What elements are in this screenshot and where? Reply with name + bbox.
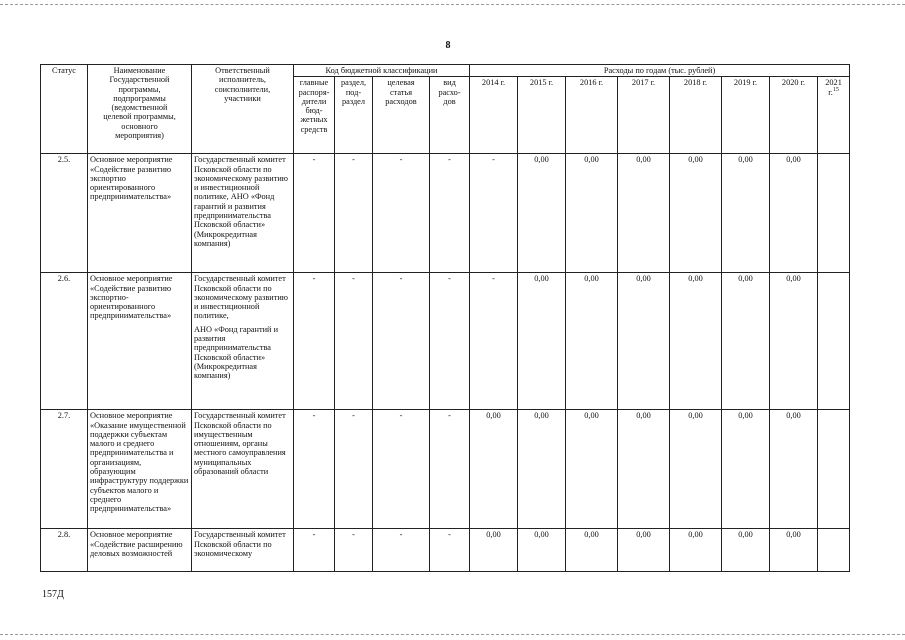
cell-value-2019: 0,00	[722, 273, 770, 410]
cell-value-2016: 0,00	[566, 529, 618, 572]
cell-code-main-managers: -	[294, 273, 335, 410]
cell-value-2021	[818, 529, 850, 572]
cell-value-2015: 0,00	[518, 410, 566, 529]
cell-value-2018: 0,00	[670, 273, 722, 410]
header-year-2014: 2014 г.	[470, 77, 518, 154]
header-code-expense-type: вид расхо- дов	[430, 77, 470, 154]
cell-status: 2.6.	[41, 273, 88, 410]
responsible-text: Государственный комитет Псковской области по экономическому развитию и инвестиционной политике, АНО «Фонд гарантий и развития предпринимательства Псковской области» (Микрокредитная компания)	[194, 155, 288, 248]
header-year-2021: 2021 г.$^{15}$	[818, 77, 850, 154]
cell-value-2021	[818, 410, 850, 529]
cell-code-expense-type: -	[430, 273, 470, 410]
cell-name: Основное мероприятие «Содействие расширению деловых возможностей	[88, 529, 192, 572]
cell-responsible	[192, 273, 294, 410]
cell-value-2014: 0,00	[470, 529, 518, 572]
cell-code-target-article: -	[373, 154, 430, 273]
cell-value-2021	[818, 154, 850, 273]
cell-code-section: -	[335, 154, 373, 273]
responsible-text: Государственный комитет Псковской области по экономическому	[194, 530, 286, 558]
cell-value-2017: 0,00	[618, 410, 670, 529]
cell-value-2014: -	[470, 154, 518, 273]
cell-value-2020: 0,00	[770, 410, 818, 529]
cell-code-target-article: -	[373, 273, 430, 410]
cell-value-2014: -	[470, 273, 518, 410]
cell-responsible	[192, 154, 294, 273]
cell-value-2018: 0,00	[670, 410, 722, 529]
header-responsible: Ответственный исполнитель, соисполнители, участники	[192, 65, 294, 154]
cell-code-main-managers: -	[294, 410, 335, 529]
cell-value-2019: 0,00	[722, 529, 770, 572]
scan-edge-bottom	[0, 634, 905, 635]
header-code-main-managers: главные распоря- дители бюд- жетных средств	[294, 77, 335, 154]
cell-status: 2.8.	[41, 529, 88, 572]
cell-code-main-managers: -	[294, 154, 335, 273]
cell-responsible	[192, 410, 294, 529]
cell-value-2015: 0,00	[518, 154, 566, 273]
cell-name: Основное мероприятие «Содействие развитию экспортно ориентированного предпринимательства»	[88, 154, 192, 273]
cell-value-2016: 0,00	[566, 410, 618, 529]
footnote-marker: 15	[832, 86, 839, 93]
cell-value-2020: 0,00	[770, 154, 818, 273]
responsible-text: Государственный комитет Псковской области по экономическому развитию и инвестиционной политике,	[194, 274, 288, 321]
cell-value-2020: 0,00	[770, 529, 818, 572]
cell-value-2017: 0,00	[618, 273, 670, 410]
cell-code-target-article: -	[373, 529, 430, 572]
page-number: 8	[445, 40, 451, 51]
responsible-text: Государственный комитет Псковской области по имущественным отношениям, органы местного самоуправления муниципальных образований области	[194, 411, 286, 477]
cell-value-2020: 0,00	[770, 273, 818, 410]
header-code-section: раздел, под- раздел	[335, 77, 373, 154]
header-year-2016: 2016 г.	[566, 77, 618, 154]
cell-status: 2.7.	[41, 410, 88, 529]
header-year-2020: 2020 г.	[770, 77, 818, 154]
table-row	[41, 529, 850, 572]
cell-status: 2.5.	[41, 154, 88, 273]
header-year-2018: 2018 г.	[670, 77, 722, 154]
header-year-2019: 2019 г.	[722, 77, 770, 154]
cell-value-2015: 0,00	[518, 273, 566, 410]
budget-table	[40, 64, 850, 572]
cell-value-2021	[818, 273, 850, 410]
cell-code-expense-type: -	[430, 154, 470, 273]
cell-code-target-article: -	[373, 410, 430, 529]
cell-code-section: -	[335, 529, 373, 572]
cell-value-2018: 0,00	[670, 529, 722, 572]
header-code-target-article: целевая статья расходов	[373, 77, 430, 154]
cell-value-2015: 0,00	[518, 529, 566, 572]
cell-code-expense-type: -	[430, 410, 470, 529]
cell-value-2019: 0,00	[722, 410, 770, 529]
cell-value-2016: 0,00	[566, 273, 618, 410]
cell-code-section: -	[335, 410, 373, 529]
cell-code-section: -	[335, 273, 373, 410]
cell-name: Основное мероприятие «Содействие развитию экспортно-ориентированного предпринимательства»	[88, 273, 192, 410]
cell-code-expense-type: -	[430, 529, 470, 572]
cell-code-main-managers: -	[294, 529, 335, 572]
cell-value-2016: 0,00	[566, 154, 618, 273]
table-row	[41, 273, 850, 410]
footer-code: 157Д	[42, 589, 64, 600]
header-year-2015: 2015 г.	[518, 77, 566, 154]
table-row	[41, 154, 850, 273]
cell-value-2017: 0,00	[618, 154, 670, 273]
header-status: Статус	[41, 65, 88, 154]
header-year-2017: 2017 г.	[618, 77, 670, 154]
scan-edge-top	[0, 4, 905, 5]
cell-value-2017: 0,00	[618, 529, 670, 572]
cell-responsible	[192, 529, 294, 572]
cell-value-2019: 0,00	[722, 154, 770, 273]
cell-value-2014: 0,00	[470, 410, 518, 529]
table-header	[41, 65, 850, 154]
header-expenses: Расходы по годам (тыс. рублей)	[470, 65, 850, 77]
header-budget-codes: Код бюджетной классификации	[294, 65, 470, 77]
header-name: Наименование Государственной программы, подпрограммы (ведомственной целевой программы, основного мероприятия)	[88, 65, 192, 154]
table-body	[41, 154, 850, 572]
responsible-text: АНО «Фонд гарантий и развития предпринимательства Псковской области» (Микрокредитная компания)	[194, 324, 279, 381]
cell-name: Основное мероприятие «Оказание имущественной поддержки субъектам малого и среднего предпринимательства и организациям, образующим инфраструктуру поддержки субъектов малого и среднего предпринимательства»	[88, 410, 192, 529]
cell-value-2018: 0,00	[670, 154, 722, 273]
table-row	[41, 410, 850, 529]
